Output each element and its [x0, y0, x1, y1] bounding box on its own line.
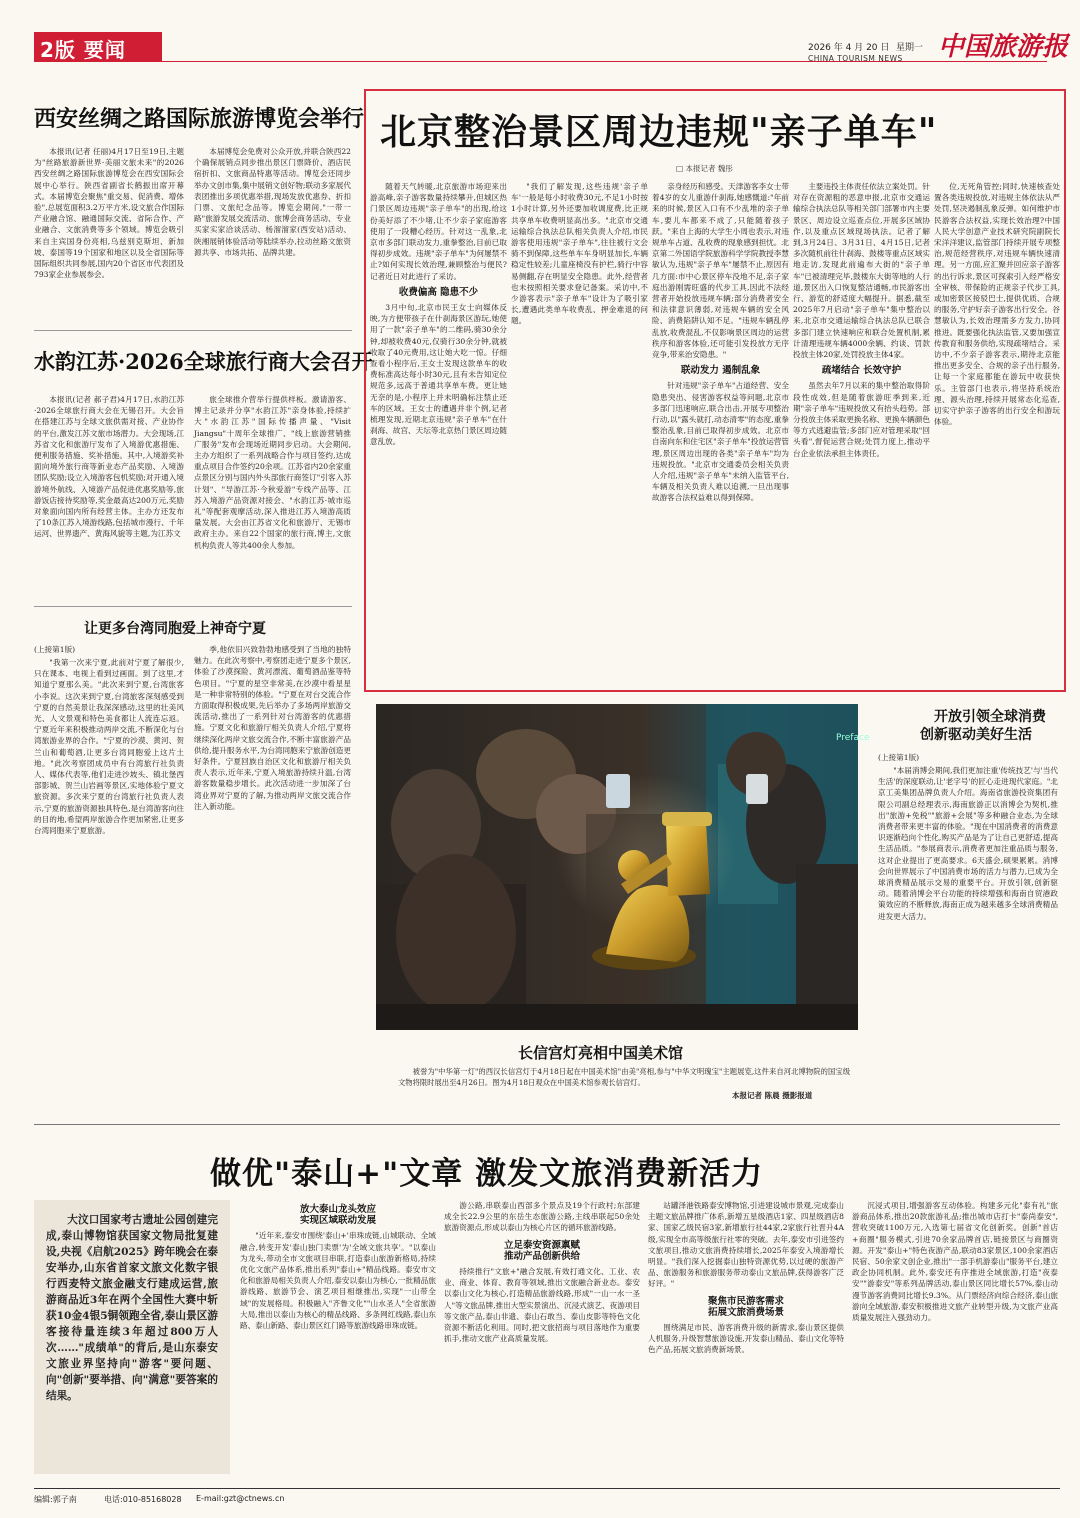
xian-col-2: 本届博览会免费对公众开放,并联合陕西22个确保展销点同步推出景区门票降价、酒店民宿折扣、文旅商品特惠等活动。博览会还同步举办文创市集,集中展销文创好物;联动多家展代表团推出多项优惠举措,现场发放优惠券、折扣门票、文旅纪念品等。博览会期间,"一带一路"旅游发展交流活动、旅博会商务活动、专业买家实家洽谈活动、杨溜溜家(西安站)活动、陕湘展销体验活动等陆续举办,拉动丝路文旅资源共享、市场共拓、品牌共建。: [194, 147, 351, 257]
ningxia-continued: (上接第1版): [34, 645, 76, 654]
divider: [34, 330, 352, 331]
ningxia-col-2: 季,他依旧兴致勃勃地感受到了当地的独特魅力。在此次考察中,考察团走进宁夏多个景区,体验了沙漠探险、黄河漂流、葡萄酒品鉴等特色项目。"宁夏的星空非常美,在沙漠中看星星是一种非常特别的体验。"宁夏在对台交流合作方面取得积极成果,先后举办了多场两岸旅游交流活动,推出了一系列针对台湾游客的优惠措施。宁夏文化和旅游厅相关负责人介绍,宁夏将继续深化两岸文旅交流合作,不断丰富旅游产品供给,提升服务水平,为台湾同胞来宁旅游创造更好条件。宁夏回族自治区文化和旅游厅相关负责人表示,近年来,宁夏入境旅游持续升温,台湾游客数量稳步增长。此次活动进一步加深了台湾业界对宁夏的了解,为推动两岸文旅交流合作注入新动能。: [194, 645, 351, 811]
taishan-subhead-1a: 放大泰山龙头效应: [299, 1204, 376, 1215]
taishan-col-2: 游公路,串联泰山西部多个景点及19个行政村;东部建成全长22.9公里的东岳生态旅游公路,主线串联起50余处旅游资源点,形成以泰山为核心片区的循环旅游线路。 立足泰安资源禀赋 推动产品创新供给 持续推行"文旅+"融合发展,有效打通文化、工业、农业、商业、体育、教育等领域,推出文旅融合新业态。泰安以泰山文化为核心,打造精品旅游线路,形成"一山一水一圣人"等文旅品牌,推出大型实景演出、沉浸式演艺、夜游项目等文旅产品,泰山非遗、泰山石敢当、泰山皮影等特色文化资源不断活化利用。同时,把文旅招商与项目落地作为重要抓手,推动文旅产业高质量发展。: [444, 1201, 640, 1344]
consume-col: "本届消博会期间,我们更加注重'传统技艺'与'当代生活'的深度联动,让'老字号'的匠心走进现代家庭。"北京工美集团品牌负责人介绍。海南省旅游投资集团有限公司副总经理表示,海南旅游正以消博会为契机,推出"旅游+免税""旅游+会展"等多种融合业态,为全球消费者带来更丰富的体验。"现在中国消费者的消费意识逐渐趋向个性化,购买产品是为了让自己更舒适,提高生活品质。"参展商表示,消费者更加注重品质与服务,这对企业提出了更高要求。6天盛会,硕果累累。消博会向世界展示了中国消费市场的活力与潜力,已成为全球消费精品展示交易的重要平台。开放引领,创新驱动。随着消博会平台功能的持续增强和海南自贸港政策效应的不断释放,海南正成为越来越多全球消费精品进发更大活力。: [878, 766, 1058, 921]
taishan-subhead-1b: 实现区域联动发展: [299, 1215, 376, 1227]
footer-email: E-mail:gzt@ctnews.cn: [196, 1494, 285, 1503]
xian-col-1: 本报讯(记者 任丽)4月17日至19日,主题为"丝路旅游新世界·美丽文旅未来"的2026西安丝绸之路国际旅游博览会在西安国际会展中心举行。陕西省副省长鹤振出席开幕式。本届博览会聚焦"重交易、促消费、增体验",总展览面积3.2万平方米,设文旅合作国际产业融合馆、融通国际交流、省际合作、产业融合、文旅消费等多个领域。博览会吸引来自主宾国身份亮相,乌兹别克斯坦、新加坡、泰国等19个国家和地区以及全省国际等国际组织共同参展,国内20个省区市代表团及793家企业参展参会。: [34, 147, 184, 280]
taishan-intro: 大汶口国家考古遗址公园创建完成,泰山博物馆获国家文物局批复建设,央视《启航2025》跨年晚会在泰安举办,山东省首家文旅文化数字银行西麦特文旅金融支行建成运营,旅游商品近3年在两个全国性大赛中斩获10金4银5铜领跑全省,泰山景区游客接待量连续3年超过800万人次……"成绩单"的背后,是山东泰安文旅业界坚持向"游客"要问题、向"创新"要举措、向"满意"要答案的结果。: [46, 1214, 218, 1402]
masthead-logo: 中国旅游报: [938, 32, 1069, 62]
issue-date: 2026 年 4 月 20 日: [808, 43, 890, 53]
jiangsu-headline: 水韵江苏·2026全球旅行商大会召开: [34, 349, 373, 374]
ningxia-col-1: "我第一次来宁夏,此前对宁夏了解很少,只在课本、电视上看到过画面。到了这里,才知道宁夏那么美。"此次来到宁夏,台湾旅客小李说。这次来到宁夏,台湾旅客深刻感受到宁夏的自然美景让我深深感动,这里的壮美风光、人文景观和特色美食都让人流连忘返。宁夏近年来积极推动两岸交流,不断深化与台湾旅游业界的合作。"宁夏的沙漠、黄河、贺兰山和葡萄酒,让更多台湾同胞爱上这片土地。"此次考察团成员中有台湾旅行社负责人、媒体代表等,他们走进沙坡头、镇北堡西部影城、贺兰山岩画等景区,实地体验宁夏文旅资源。多次来宁夏的台湾旅行社负责人表示,宁夏的旅游资源独具特色,是台湾游客向往的目的地,希望两岸旅游合作更加紧密,让更多台湾同胞来宁夏旅游。: [34, 658, 184, 836]
issue-weekday: 星期一: [896, 43, 924, 53]
svg-text:Preface: Preface: [836, 733, 870, 743]
beijing-col-4: 主要违投主体责任依法立案处罚。针对存在资源粗的恶意申报,北京市交通运输综合执法总队等相关部门部署市内主要景区、周边设立巡查点位,开展多区域协作,以及重点区域现场执法。记者了解到,3月24日、3月31日、4月15日,记者多次随机前往什刹海、鼓楼等重点区域实地走访,发现此前遍布大街的"亲子单车"已被清理完毕,鼓楼东大街等地的人行道,景区出入口恢复整洁通畅,市民游客出行、游览的舒适度大幅提升。据悉,截至2025年7月启动"亲子单车"集中整治以来,北京市交通运输综合执法总队已联合多部门建立快速响应和联合处置机制,累计清理违规车辆4000余辆、约谈、罚款投放主体20家,处罚投放主体4家。 疏堵结合 长效守护 虽然去年7月以来的集中整治取得阶段性成效,但是随着旅游旺季到来,近期"亲子单车"违规投放又有抬头趋势。部分投放主体采取更换名称、更换车辆颜色等方式逃避监管;多部门应对管理采取"回头看",督促运营合规;处罚力度上,推动平台企业依法承担主体责任。: [793, 182, 930, 458]
beijing-col-1: 随着天气转暖,北京旅游市场迎来出游高峰,亲子游客数量持续攀升,但城区热门景区周边违规"亲子单车"的出现,给这份美好添了不少堵,让不少亲子家庭游客使用了一段糟心经历。针对这一乱象,北京市多部门联动发力,重拳整治,目前已取得初步成效。违规"亲子单车"为何屡禁不止?如何实现长效治理,兼顾整治与便民?记者近日对此进行了采访。 收费偏高 隐患不少 3月中旬,北京市民王女士向媒体反映,为方便带孩子在什刹海景区游玩,她使用了一款"亲子单车"的二维码,骑30余分钟,却被收费40元,仅骑行30余分钟,就被收取了40元费用,这让她大吃一惊。仔细查看小程序后,王女士发现这款单车的收费标准高达每小时30元,且有未告知定位规范多,远高于普通共享单车费。更让她无奈的是,小程序上并未明确标注禁止还车的区域。王女士的遭遇并非个例,记者梳理发现,近期北京违规"亲子单车"在什刹海、故宫、天坛等北京热门景区周边随意乱放。: [370, 182, 507, 447]
beijing-col-2: "我们了解发现,这些违规'亲子单车'一般是每小时收费30元,不足1小时按1小时计算,另外还要加收调度费,比正规共享单车收费明显高出多。"北京市交通运输综合执法总队相关负责人介绍,市民游客使用违规"亲子单车",往往被行文会骑不到保障,这些单车车身明显加长,车辆稳定性较差;儿童座椅没有护栏,骑行中容易侧翻,存在明显安全隐患。此外,经营者也未按照相关要求登记备案。采访中,不少游客表示"亲子单车"设计为了吸引家长,遭遇此类单车收费乱、押金难退的问题。: [511, 182, 648, 326]
taishan-subhead-3a: 聚焦市民游客需求: [707, 1295, 784, 1307]
jiangsu-col-2: 旅全球推介营举行提供样板。激请游客、博主记录并分享"水韵江苏"亲身体验,持续扩大"水韵江苏"国际传播声量、"Visit Jiangsu"十周年全球推广、"线上旅游营销推广服务"发布会现场近期同步启动。大会期间,主办方组织了一系列战略合作与项目签约,达成重点项目合作签约20余项。江苏省内20余家重点景区分别与国内外头部旅行商签订"引客入苏计划"、"导游江苏·今秋爱游"专线产品等、江苏入境游产品资源对接会、"水韵江苏·城市巡礼"等配套观摩活动,深入推进江苏入境游高质量发展。大会由江苏省文化和旅游厅、无锡市政府主办。来自22个国家的旅行商,博主,文旅机构负责人等共400余人参加。: [194, 395, 351, 550]
photo-title: 长信宫灯亮相中国美术馆: [518, 1044, 684, 1062]
consume-continued: (上接第1版): [878, 753, 920, 762]
taishan-col-4: 沉浸式项目,增强游客互动体验。构建多元化"泰有礼"旅游商品体系,推出20款旅游礼品;推出城市店打卡"泰尚泰安",营收突破1100万元,入选第七届省文化创新奖。创新"首店+商圈"服务模式,引进70余家品牌首店,链接景区与商圈资源。开发"泰山+"特色夜游产品,联动83家景区,100余家酒店民宿、50余家文创企业,推出"一部手机游泰山"服务平台,建立政企协同机制。此外,泰安还有序推进全域旅游,打造"夜泰安""游泰安"等系列品牌活动,泰山景区同比增长57%,泰山动漫节游客消费同比增长9.3%。从门票经济向综合经济,泰山旅游向全域旅游,泰安积极推进文旅产业转型升级,为文旅产业高质量发展注入强劲动力。: [852, 1201, 1058, 1323]
masthead-en: CHINA TOURISM NEWS: [808, 54, 903, 63]
taishan-col-1: 放大泰山龙头效应 实现区域联动发展 "近年来,泰安市围绕'泰山+'串珠成链,山城联动、全域融合,转变开发'泰山独门卖票'为'全域文旅共享'。"以泰山为龙头,带动全市文旅项目串联,打造泰山旅游新格局,持续优化文旅产品体系,推出系列"泰山+"精品线路。泰安市文化和旅游局相关负责人介绍,泰安以泰山为核心,一批精品旅游线路、旅游节会、演艺项目相继推出,实现"一山带全域"的发展格局。积极融入"齐鲁文化""山水圣人"全省旅游大局,推出以泰山为核心的精品线路、多条网红线路,泰山东路、泰山新路、泰山景区红门路等旅游线路串珠成链。: [240, 1204, 436, 1331]
footer-rule: [34, 1488, 1060, 1489]
taishan-headline: 做优"泰山+"文章 激发文旅消费新活力: [210, 1156, 764, 1192]
section-label: 2版 要闻: [40, 38, 126, 62]
xian-headline: 西安丝绸之路国际旅游博览会举行: [34, 106, 365, 132]
taishan-subhead-3b: 拓展文旅消费场景: [707, 1306, 784, 1318]
beijing-subhead-1: 收费偏高 隐患不少: [398, 286, 479, 298]
taishan-subhead-2a: 立足泰安资源禀赋: [503, 1239, 580, 1251]
beijing-subhead-2: 联动发力 遏制乱象: [680, 365, 761, 377]
beijing-byline: □ 本报记者 魏彤: [676, 164, 733, 173]
footer-editor: 编辑:郭子南: [34, 1495, 77, 1504]
footer-phone: 电话:010-85168028: [104, 1495, 182, 1504]
header-rule: [162, 61, 1047, 62]
ningxia-headline: 让更多台湾同胞爱上神奇宁夏: [84, 621, 266, 637]
photo-caption: 被誉为"中华第一灯"的西汉长信宫灯于4月18日起在中国美术馆"由美"亮相,参与"中华文明瑰宝"主题展览,这件来自河北博物院的国宝级文物将限时展出至4月26日。图为4月18日观众在中国美术馆参观长信宫灯。: [398, 1067, 850, 1087]
taishan-col-3: 站罐泽港铁路泰安博物馆,引进建设城市景观,完成泰山主题文旅品牌推广体系,新增五星级酒店1家、四星级酒店8家、国家乙级民宿3家,新增旅行社44家,2家旅行社晋升4A级,实现全市高等级旅行社零的突破。去年,泰安市引进签约文旅项目,推动文旅消费持续增长,2025年泰安入境游增长明显。"我们深入挖掘泰山独特资源优势,以过硬的旅游产品、旅游服务和旅游服务带动泰山文旅品牌,获得游客广泛好评。" 聚焦市民游客需求 拓展文旅消费场景 围绕满足市民、游客消费升级的新需求,泰山景区提供人机服务,升级智慧旅游设施,开发泰山精品、泰山文化等特色产品,拓展文旅消费新场景。: [648, 1201, 844, 1355]
photo-credit: 本报记者 陈晨 摄影报道: [732, 1091, 813, 1100]
consume-headline-2: 创新驱动美好生活: [920, 727, 1032, 743]
consume-headline-1: 开放引领全球消费: [934, 709, 1046, 725]
beijing-subhead-3: 疏堵结合 长效守护: [821, 365, 902, 377]
beijing-headline: 北京整治景区周边违规"亲子单车": [380, 111, 938, 153]
lamp-photo: [376, 704, 870, 1030]
taishan-subhead-2b: 推动产品创新供给: [503, 1250, 580, 1262]
beijing-col-3: 亲身经历和感受。天津游客李女士带着4岁的女儿重游什刹海,她感慨道:"年前来的时候,景区入口有不少乱堆的亲子单车,要儿车都来不成了,只能随着孩子跃。"来自上海的大学生小周也表示,对违规单车占道、乱收费的现象感到担忧。北京第二外国语学院旅游科学学院教授李慧敏认为,违规"亲子单车"屡禁不止,原因有几方面:市中心景区停车没地不足,亲子家庭出游刚需旺盛的代步工具,因此不法经营者开始投放违规车辆;部分消费者安全和法律意识薄弱,对违规车辆的安全风险、消费陷阱认知不足。"违规车辆乱停乱放,收费混乱,不仅影响景区周边的运营秩序和游客体验,还可能引发投放方无序竞争,带来治安隐患。" 联动发力 遏制乱象 针对违规"亲子单车"占道经营、安全隐患突出、侵害游客权益等问题,北京市多部门迅速响应,联合出击,开展专项整治行动,以"露头就打,动态清零"的态度,重拳整治乱象,目前已取得初步成效。北京市自南向东和住宅区"亲子单车"投放运营管理,景区周边出现的各类"亲子单车"均为违规投放。"北京市交通委员会相关负责人介绍,违规"亲子单车"未纳入监管平台,车辆及相关负责人难以追溯,一旦出现事故游客合法权益难以得到保障。: [652, 182, 789, 503]
beijing-col-5: 位,无死角管控;同时,快速核查处置各类违规投放,对违规主体依法从严处罚,坚决遏制乱象反弹。如何维护市民游客合法权益,实现长效治理?中国人民大学创意产业技术研究院副院长宋洋洋建议,监管部门持续开展专项整治,规范经营秩序,对违规车辆快速清理。另一方面,应汇聚并回应亲子游客的出行诉求,景区可探索引入经严格安全审核、带保险的正规亲子代步工具,或加密景区接驳巴士,提供优质、合规的服务,守护好亲子游客出行安全。谷慧敏认为,长效治理需多方发力,协同推进。既要强化执法监管,又要加强宣传教育和服务供给,实现疏堵结合。采访中,不少亲子游客表示,期待北京能推出更多安全、合规的亲子出行服务,让每一个家庭都能在游玩中收获快乐。主管部门也表示,将坚持系统治理、源头治理,持续开展常态化巡查,切实守护亲子游客的出行安全和游玩体验。: [934, 182, 1060, 427]
divider: [34, 1124, 1060, 1125]
jiangsu-col-1: 本报讯(记者 郝子君)4月17日,水韵江苏·2026全球旅行商大会在无锡召开。大会旨在搭建江苏与全球文旅供需对接、产业协作的平台,激发江苏文旅市场潜力。大会现场,江苏省文化和旅游厅发布了入境游优惠措施、便利服务措施、奖补措施。其中,入境游奖补面向境外旅行商等新业态产品奖励、入境游团队奖励;设立入境游客包机奖励;对开通入境游境外航线、入境游产品促进优惠奖励等,旅游饭店接待奖励等,奖金最高达200万元,奖励对象面向国内所有经营主体。主办方还发布了10条江苏入境游线路,包括城市漫行、千年运河、世界遗产、黄海风貌等主题,为江苏文: [34, 395, 184, 539]
divider: [34, 606, 352, 607]
